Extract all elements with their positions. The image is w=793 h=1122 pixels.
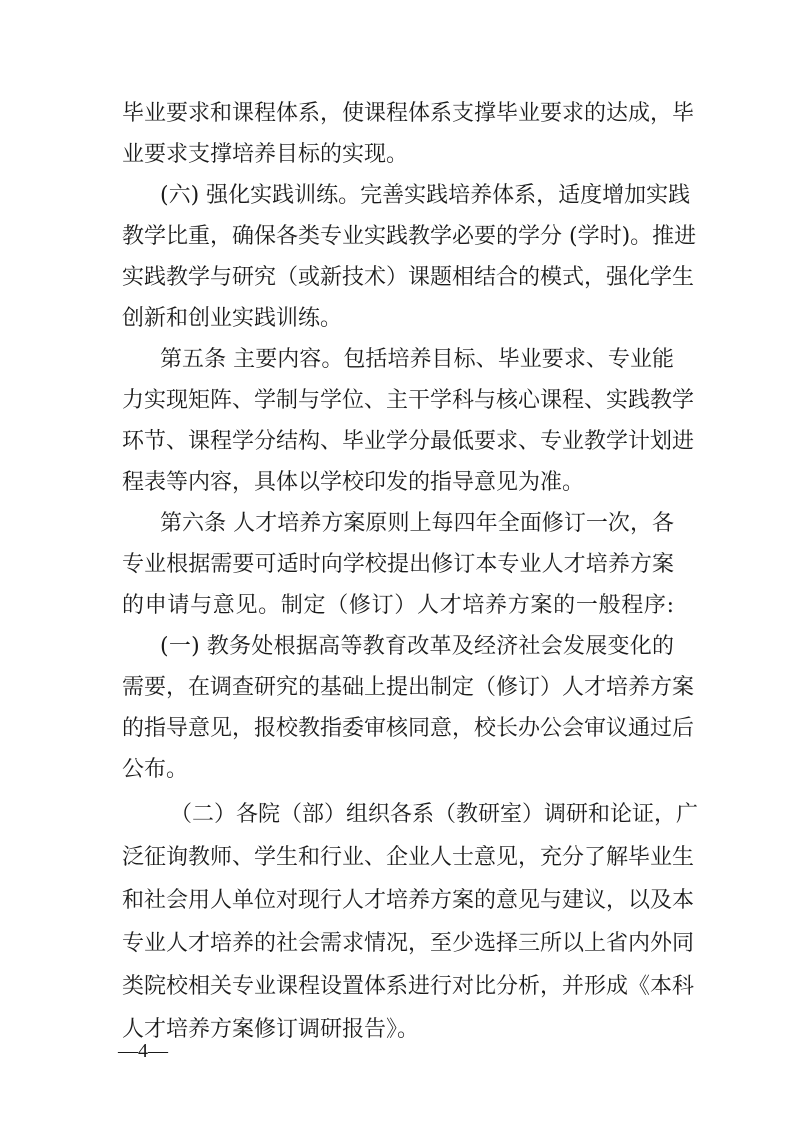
paragraph-line: 第六条 人才培养方案原则上每四年全面修订一次，各 <box>160 511 674 536</box>
paragraph-line: 环节、课程学分结构、毕业学分最低要求、专业教学计划进 <box>122 429 695 454</box>
paragraph-line: 人才培养方案修订调研报告》。 <box>122 1017 420 1042</box>
paragraph-line: 的指导意见，报校教指委审核同意，校长办公会审议通过后 <box>122 716 695 741</box>
paragraph-line: (六) 强化实践训练。完善实践培养体系，适度增加实践 <box>160 183 691 208</box>
paragraph-line: 程表等内容，具体以学校印发的指导意见为准。 <box>122 470 585 495</box>
paragraph-line: 第五条 主要内容。包括培养目标、毕业要求、专业能 <box>160 347 674 372</box>
paragraph-line: (一) 教务处根据高等教育改革及经济社会发展变化的 <box>160 634 674 659</box>
paragraph-line: 毕业要求和课程体系，使课程体系支撑毕业要求的达成，毕 <box>122 101 695 126</box>
paragraph-line: 需要，在调查研究的基础上提出制定（修订）人才培养方案 <box>122 675 695 700</box>
paragraph-line: 专业根据需要可适时向学校提出修订本专业人才培养方案 <box>122 552 674 577</box>
paragraph-line: 公布。 <box>122 757 189 782</box>
paragraph-line: 类院校相关专业课程设置体系进行对比分析，并形成《本科 <box>122 974 695 999</box>
paragraph-line: 实践教学与研究（或新技术）课题相结合的模式，强化学生 <box>122 265 695 290</box>
paragraph-line: 教学比重，确保各类专业实践教学必要的学分 (学时)。推进 <box>122 224 697 249</box>
paragraph-line: 创新和创业实践训练。 <box>122 306 343 331</box>
paragraph-line: 力实现矩阵、学制与学位、主干学科与核心课程、实践教学 <box>122 388 695 413</box>
page-number: —4— <box>118 1040 168 1062</box>
paragraph-line: 的申请与意见。制定（修订）人才培养方案的一般程序: <box>122 593 674 618</box>
paragraph-line: 业要求支撑培养目标的实现。 <box>122 142 409 167</box>
paragraph-line: 专业人才培养的社会需求情况，至少选择三所以上省内外同 <box>122 931 695 956</box>
paragraph-line: 泛征询教师、学生和行业、企业人士意见，充分了解毕业生 <box>122 845 695 870</box>
paragraph-line: （二）各院（部）组织各系（教研室）调研和论证，广 <box>170 802 699 827</box>
paragraph-line: 和社会用人单位对现行人才培养方案的意见与建议，以及本 <box>122 888 695 913</box>
